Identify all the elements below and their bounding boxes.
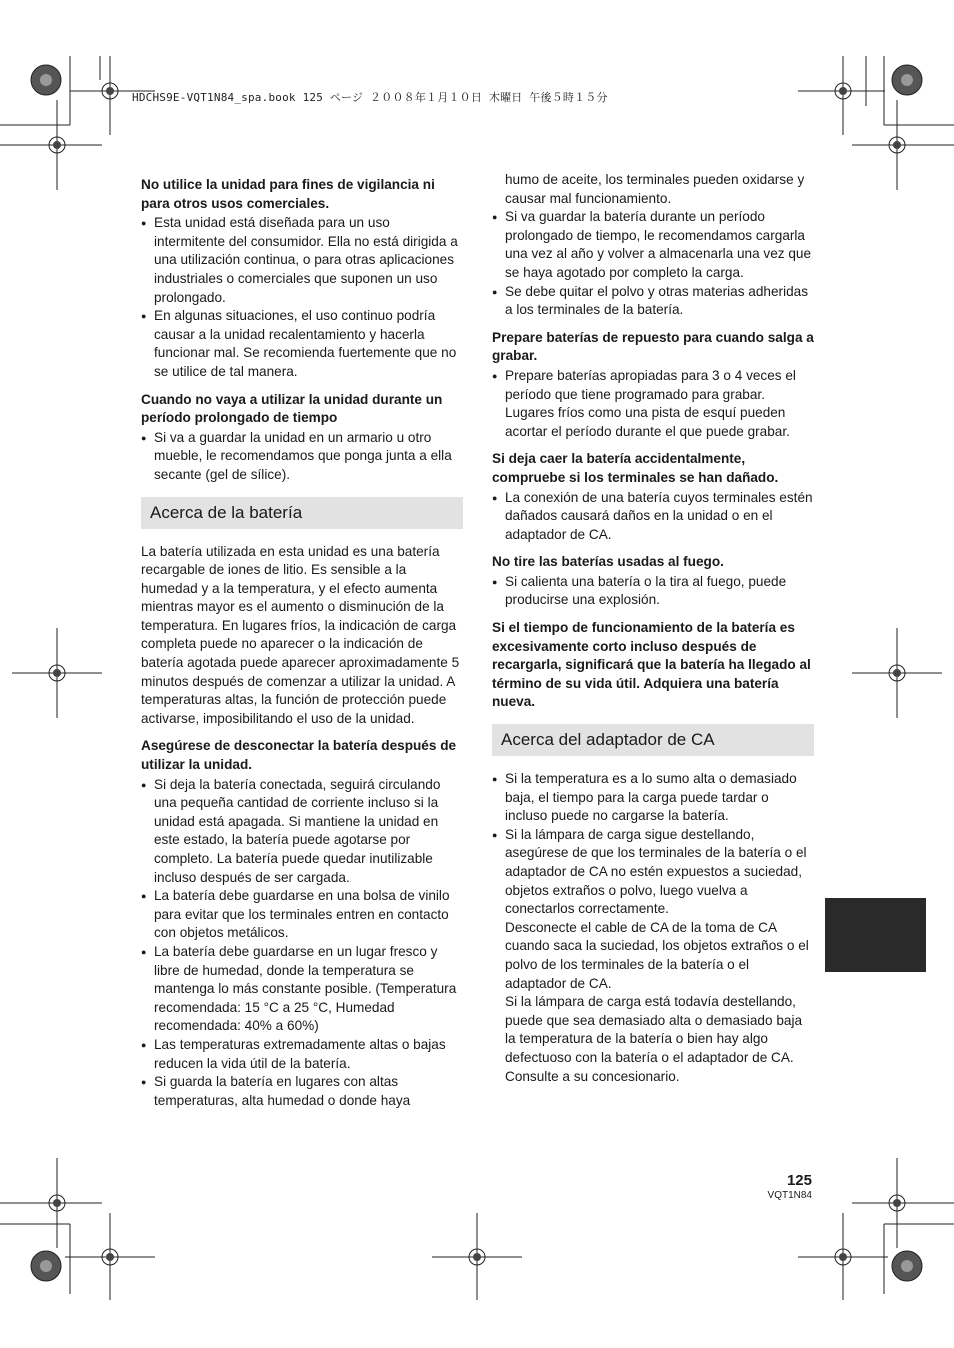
book-header: HDCHS9E-VQT1N84_spa.book 125 ページ ２００８年１月１０日 木曜日 午後５時１５分 (132, 91, 608, 104)
list-item: ● La batería debe guardarse en una bolsa de vinilo para evitar que los terminales entren en contacto con objetos metálicos. (141, 887, 463, 943)
bullet-list (492, 367, 814, 441)
list-item: ● Se debe quitar el polvo y otras materias adheridas a los terminales de la batería. (492, 283, 814, 320)
list-item: ● La conexión de una batería cuyos terminales estén dañados causará daños en la unidad o en el adaptador de CA. (492, 489, 814, 545)
chapter-tab (825, 898, 926, 972)
list-item-text: Desconecte el cable de CA de la toma de CA cuando saca la suciedad, los objetos extraños o el polvo de los terminales de la batería o el adaptador de CA. (505, 919, 809, 991)
heading-surveillance: No utilice la unidad para fines de vigilancia ni para otros usos comerciales. (141, 177, 435, 211)
left-column (141, 176, 463, 1110)
bullet-list (492, 573, 814, 610)
continued-text: humo de aceite, los terminales pueden oxidarse y causar mal funcionamiento. (505, 172, 805, 206)
battery-paragraph: La batería utilizada en esta unidad es una batería recargable de iones de litio. Es sensible a la humedad y a la temperatura, y el efecto aumenta mientras mayor es el aumento o disminución de la temperatura. En lugares fríos, la indicación de carga completa puede no aparecer o la indicación de batería agotada puede aparecer aproximadamente 5 minutos después de comenzar a utilizar la unidad. A temperaturas altas, la función de protección puede activarse, imposibilitando el uso de la unidad. (141, 543, 460, 726)
list-item-text: Si la lámpara de carga está todavía destellando, puede que sea demasiado alta o demasiado baja la temperatura de la batería o bien hay algo defectuoso con la batería o el adaptador de CA. Consulte a su concesionario. (505, 994, 803, 1084)
list-item: ● Si guarda la batería en lugares con altas temperaturas, alta humedad o donde haya (141, 1073, 463, 1110)
list-item: ● Si va guardar la batería durante un período prolongado de tiempo, le recomendamos cargarla una vez al año y volver a almacenarla una vez que se haya agotado por completo la carga. (492, 208, 814, 282)
bullet-list (492, 208, 814, 320)
section-title-ac-adaptor: Acerca del adaptador de CA (492, 724, 814, 756)
list-item: ● Prepare baterías apropiadas para 3 o 4 veces el período que tiene programado para grabar. Lugares fríos como una pista de esquí pueden acortar el período durante el que puede grabar. (492, 367, 814, 441)
bullet-list (492, 489, 814, 545)
heading-storage: Cuando no vaya a utilizar la unidad durante un período prolongado de tiempo (141, 391, 443, 426)
page-number: 125 (786, 1172, 812, 1189)
heading-dropped-battery: Si deja caer la batería accidentalmente, compruebe si los terminales se han dañado. (492, 451, 779, 485)
list-item: ● En algunas situaciones, el uso continuo podría causar a la unidad recalentamiento y hacerla funcionar mal. Se recomienda fuertemente que no se utilice de tal manera. (141, 307, 463, 381)
list-item (492, 826, 814, 1086)
list-item: ● Las temperaturas extremadamente altas o bajas reducen la vida útil de la batería. (141, 1036, 463, 1073)
bullet-list (141, 776, 463, 1111)
bullet-list (141, 214, 463, 381)
list-item-text: Si la lámpara de carga sigue destellando, asegúrese de que los terminales de la batería o el adaptador de CA no estén expuestos a suciedad, objetos extraños o polvo, luego vuelva a conectarlos correctamente. (505, 826, 807, 917)
heading-disconnect: Asegúrese de desconectar la batería después de utilizar la unidad. (141, 738, 457, 773)
list-item: ● Si calienta una batería o la tira al fuego, puede producirse una explosión. (492, 573, 814, 610)
heading-battery-life: Si el tiempo de funcionamiento de la batería es excesivamente corto incluso después de recargarla, significará que la batería ha llegado al término de su vida útil. Adquiera una batería nueva. (492, 620, 811, 710)
section-title-battery: Acerca de la batería (141, 497, 463, 529)
list-item: ● Esta unidad está diseñada para un uso intermitente del consumidor. Ella no está dirigida a una utilización continua, o para otras aplicaciones industriales o comerciales que suponen un uso prolongado. (141, 214, 463, 307)
bullet-list (141, 429, 463, 485)
list-item: ● La batería debe guardarse en un lugar fresco y libre de humedad, donde la temperatura se mantenga lo más constante posible. (Temperatura recomendada: 15 °C a 25 °C, Humedad recomendada: 40% a 60%) (141, 943, 463, 1036)
right-column (492, 171, 814, 1086)
heading-fire: No tire las baterías usadas al fuego. (492, 554, 724, 570)
list-item: ● Si deja la batería conectada, seguirá circulando una pequeña cantidad de corriente incluso si la unidad está apagada. Si mantiene la unidad en este estado, la batería puede agotarse por completo. La batería puede quedar inutilizable incluso después de ser cargada. (141, 776, 463, 888)
document-code: VQT1N84 (767, 1190, 812, 1201)
list-item: ● Si va a guardar la unidad en un armario u otro mueble, le recomendamos que ponga junta a ella secante (gel de sílice). (141, 429, 463, 485)
heading-spare-batteries: Prepare baterías de repuesto para cuando salga a grabar. (492, 329, 814, 364)
bullet-list (492, 770, 814, 1086)
list-item: ● Si la temperatura es a lo sumo alta o demasiado baja, el tiempo para la carga puede tardar o incluso puede no cargarse la batería. (492, 770, 814, 826)
